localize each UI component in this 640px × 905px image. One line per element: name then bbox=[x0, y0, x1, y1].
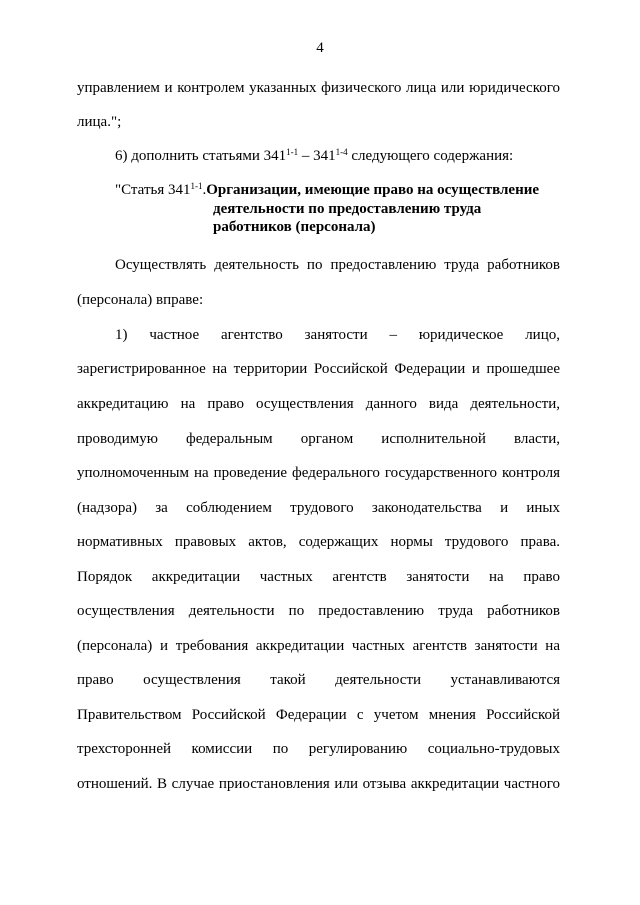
article-title: работников (персонала) bbox=[213, 219, 376, 235]
text-line: уполномоченным на проведение федерального государственного контроля bbox=[77, 465, 560, 481]
superscript: 1-1 bbox=[190, 181, 203, 191]
text-line: Осуществлять деятельность по предоставлению труда работников bbox=[115, 257, 560, 273]
text-line: Правительством Российской Федерации с учетом мнения Российской bbox=[77, 707, 560, 723]
text-line: (персонала) и требования аккредитации частных агентств занятости на bbox=[77, 638, 560, 654]
text-line: управлением и контролем указанных физического лица или юридического bbox=[77, 80, 560, 96]
text-line: зарегистрированное на территории Российской Федерации и прошедшее bbox=[77, 361, 560, 377]
text-line: отношений. В случае приостановления или отзыва аккредитации частного bbox=[77, 776, 560, 792]
text-fragment: "Статья 341 bbox=[115, 182, 191, 198]
text-line: аккредитацию на право осуществления данного вида деятельности, bbox=[77, 396, 560, 412]
text-line: нормативных правовых актов, содержащих нормы трудового права. bbox=[77, 534, 560, 550]
text-line: право осуществления такой деятельности устанавливаются bbox=[77, 672, 560, 688]
text-line: (персонала) вправе: bbox=[77, 292, 204, 308]
text-line: (надзора) за соблюдением трудового законодательства и иных bbox=[77, 500, 560, 516]
article-title: деятельности по предоставлению труда bbox=[213, 201, 482, 217]
text-fragment: – 341 bbox=[298, 148, 336, 164]
text-line: проводимую федеральным органом исполнительной власти, bbox=[77, 431, 560, 447]
text-line: осуществления деятельности по предоставлению труда работников bbox=[77, 603, 560, 619]
article-prefix bbox=[115, 181, 206, 199]
amendment-line bbox=[115, 147, 513, 165]
text-fragment: следующего содержания: bbox=[347, 148, 514, 164]
text-fragment: 6) дополнить статьями 341 bbox=[115, 148, 287, 164]
text-line: трехсторонней комиссии по регулированию социально-трудовых bbox=[77, 741, 560, 757]
text-line: 1) частное агентство занятости – юридическое лицо, bbox=[115, 327, 560, 343]
article-heading bbox=[115, 181, 539, 199]
text-line: Порядок аккредитации частных агентств занятости на право bbox=[77, 569, 560, 585]
superscript: 1-4 bbox=[335, 147, 348, 157]
text-line: лица."; bbox=[77, 114, 122, 130]
article-title: Организации, имеющие право на осуществление bbox=[206, 182, 540, 198]
text-fragment: . bbox=[202, 182, 207, 198]
page-number: 4 bbox=[316, 40, 324, 56]
superscript: 1-1 bbox=[286, 147, 299, 157]
